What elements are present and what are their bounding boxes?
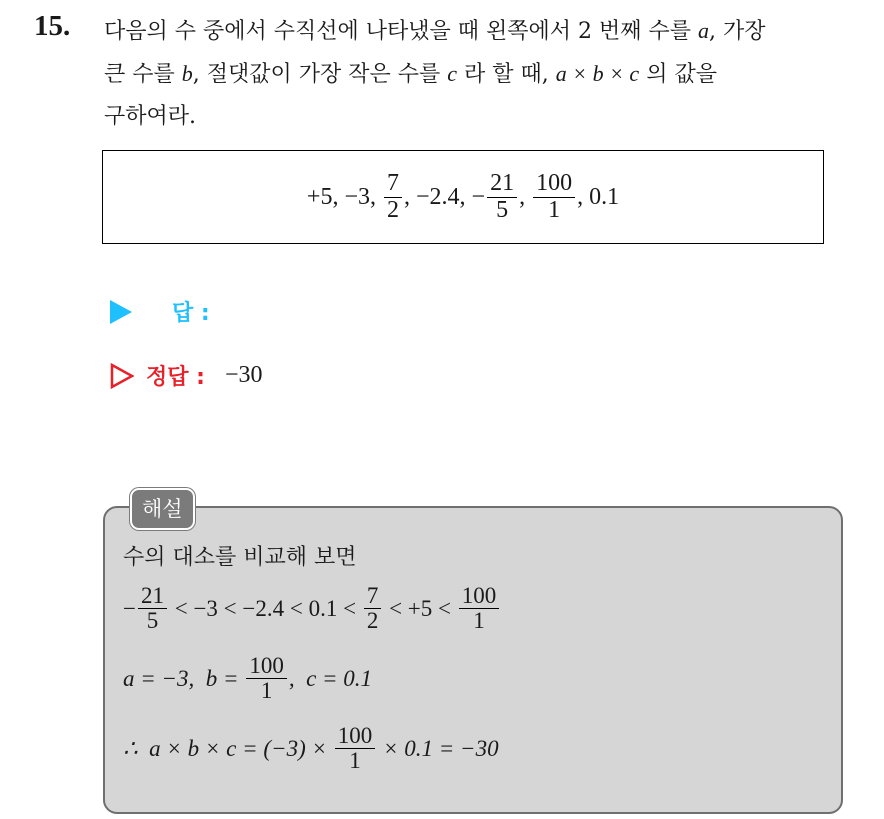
fraction-denominator: 5 (496, 196, 509, 223)
fraction-100-1 (335, 724, 376, 773)
inequality-text: < −3 < −2.4 < 0.1 < (168, 595, 362, 621)
fraction-numerator: 21 (138, 584, 167, 609)
answer-row (110, 296, 210, 327)
fraction-7-2 (364, 584, 382, 633)
fraction-100-1 (459, 584, 500, 633)
fraction-numerator: 100 (459, 584, 500, 609)
question-text-part: , 가장 (708, 19, 766, 44)
solution-intro: 수의 대소를 비교해 보면 (123, 545, 357, 570)
question-line-2 (104, 53, 864, 96)
question-line-1 (104, 10, 864, 53)
fraction-numerator: 100 (335, 724, 376, 749)
fraction-21-5 (138, 584, 167, 633)
fraction-denominator: 2 (387, 196, 399, 223)
variable-c: c (447, 61, 457, 86)
fraction-denominator: 5 (146, 608, 159, 634)
fraction-7-2 (384, 171, 402, 222)
fraction-100-1 (246, 654, 287, 703)
fraction-numerator: 21 (487, 171, 517, 197)
fraction-denominator: 2 (366, 608, 379, 634)
correct-answer-row (110, 360, 263, 391)
variable-b: b (181, 61, 193, 86)
result-text: ∴ a × b × c = (−3) × (123, 735, 333, 761)
inequality-text: < +5 < (383, 595, 457, 621)
question-text-part: 구하여라. (104, 104, 197, 129)
fraction-numerator: 7 (384, 171, 402, 197)
number-list-text: +5, −3, (306, 183, 382, 210)
question-text-part: 의 값을 (639, 62, 717, 87)
question-text-part: 큰 수를 (104, 62, 182, 87)
question-text (104, 10, 864, 138)
number-list-text: , (519, 183, 532, 210)
fraction-denominator: 1 (349, 748, 361, 774)
fraction-numerator: 100 (246, 654, 287, 679)
question-text-part: 라 할 때, (457, 62, 556, 87)
result-text: × 0.1 = −30 (377, 735, 499, 761)
variable-a: a (697, 18, 709, 43)
fraction-denominator: 1 (548, 196, 561, 223)
expression-abc: a × b × c (555, 61, 640, 86)
correct-answer-label: 정답 : (146, 365, 205, 390)
fraction-numerator: 100 (533, 171, 575, 197)
answer-label: 답 : (172, 301, 210, 326)
question-number: 15. (34, 10, 71, 42)
solution-assignment (123, 654, 372, 703)
numbers-box (102, 150, 824, 244)
fraction-100-1 (533, 171, 575, 222)
number-list-text: , 0.1 (577, 183, 620, 210)
outline-triangle-icon (110, 363, 134, 389)
play-triangle-icon (110, 300, 132, 324)
assignment-text: , c = 0.1 (288, 665, 373, 691)
assignment-text: a = −3, b = (123, 665, 245, 691)
fraction-21-5 (487, 171, 517, 222)
fraction-denominator: 1 (260, 678, 273, 704)
solution-tab: 해설 (130, 488, 195, 530)
number-list-text: , −2.4, − (404, 183, 486, 210)
fraction-numerator: 7 (364, 584, 382, 609)
solution-inequality (123, 584, 501, 633)
fraction-denominator: 1 (473, 608, 485, 634)
question-line-3 (104, 96, 864, 138)
question-text-part: , 절댓값이 가장 작은 수를 (192, 62, 448, 87)
solution-result (123, 724, 499, 773)
inequality-text: − (123, 595, 136, 621)
correct-answer-value: −30 (224, 362, 263, 388)
question-text-part: 다음의 수 중에서 수직선에 나타냈을 때 왼쪽에서 2 번째 수를 (104, 19, 698, 44)
